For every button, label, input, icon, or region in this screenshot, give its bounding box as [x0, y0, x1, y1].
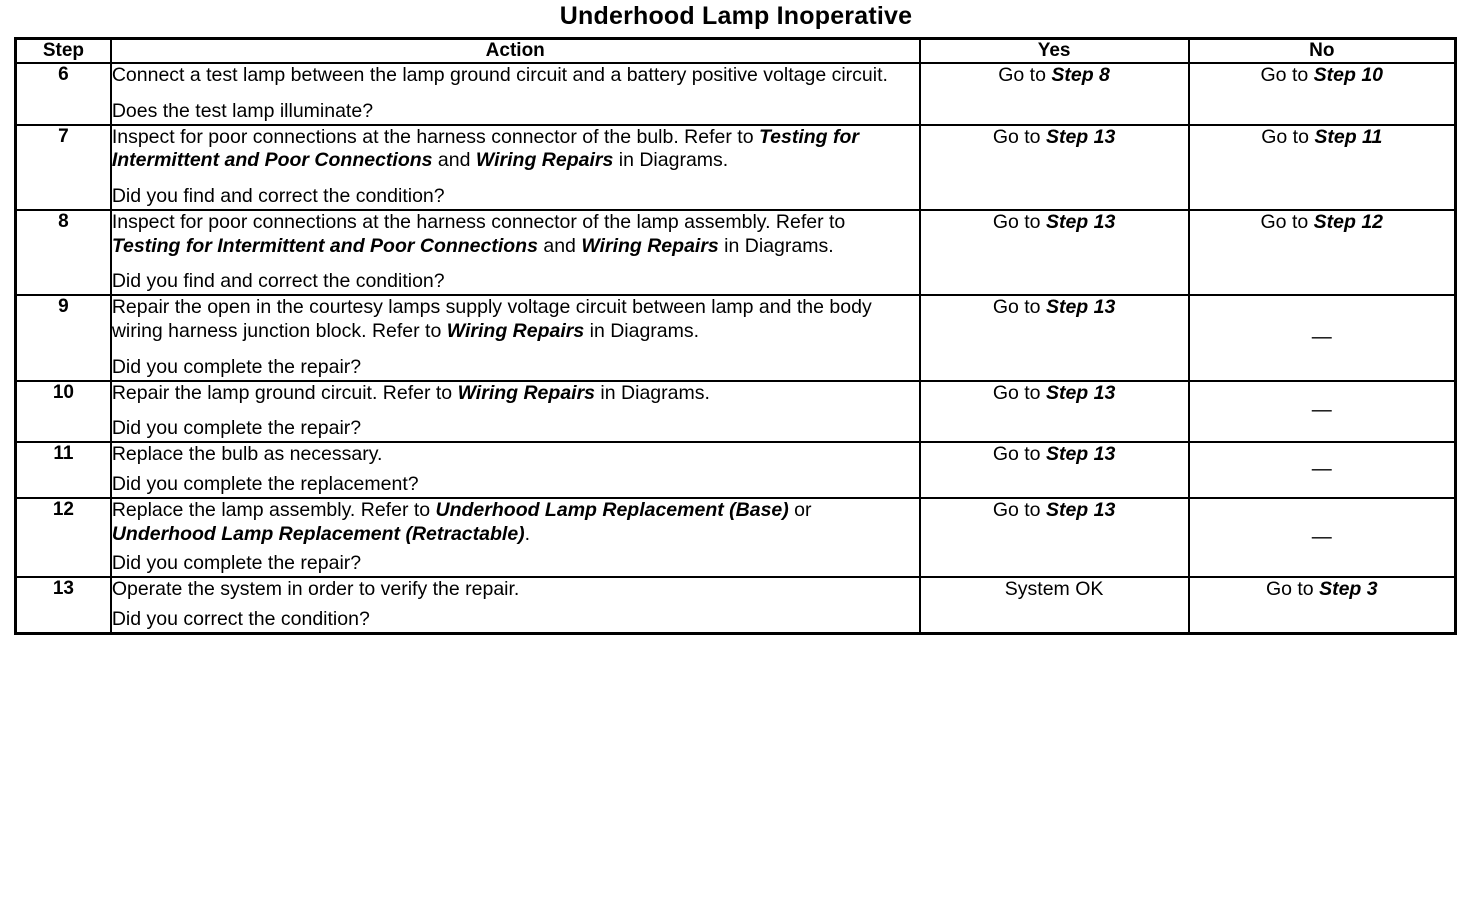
cell-step: 9 [16, 295, 111, 380]
cell-no [1189, 125, 1456, 210]
cell-action [111, 63, 920, 125]
column-header-no: No [1189, 39, 1456, 64]
no-prefix: Go to [1265, 578, 1320, 601]
no-dash: — [1311, 399, 1332, 422]
yes-prefix: Go to [992, 210, 1046, 233]
cell-yes [920, 295, 1189, 380]
action-reference-1: Underhood Lamp Replacement (Base) [435, 498, 789, 521]
yes-step-reference: Step 13 [1045, 443, 1116, 466]
action-question: Did you complete the replacement? [111, 472, 419, 495]
cell-step: 13 [16, 577, 111, 633]
table-row [16, 63, 1456, 125]
cell-yes [920, 381, 1189, 443]
action-reference-2: Underhood Lamp Replacement (Retractable) [111, 522, 525, 545]
cell-no [1189, 210, 1456, 295]
action-question: Did you complete the repair? [111, 552, 362, 575]
action-text-lead: Repair the open in the courtesy lamps supply voltage circuit between lamp and the body wiring harness junction block. Refer to [111, 296, 872, 343]
yes-prefix: Go to [992, 381, 1046, 404]
table-row [16, 295, 1456, 380]
table-header [16, 39, 1456, 64]
table-row [16, 125, 1456, 210]
no-prefix: Go to [1261, 125, 1315, 148]
action-text: Connect a test lamp between the lamp ground circuit and a battery positive voltage circuit. [111, 64, 888, 86]
cell-action [111, 577, 920, 633]
no-step-reference: Step 3 [1319, 578, 1378, 601]
no-dash: — [1311, 525, 1332, 548]
page-title: Underhood Lamp Inoperative [559, 2, 913, 30]
cell-action [111, 381, 920, 443]
diagnostic-table [14, 37, 1457, 635]
action-question: Did you find and correct the condition? [111, 185, 445, 208]
action-reference-1: Testing for Intermittent and Poor Connections [111, 125, 859, 172]
action-text [112, 126, 919, 174]
cell-step: 6 [16, 63, 111, 125]
cell-yes [920, 125, 1189, 210]
action-reference-2: Wiring Repairs [581, 234, 719, 257]
no-dash: — [1311, 458, 1332, 481]
cell-no [1189, 577, 1456, 633]
action-text-mid: and [432, 149, 476, 172]
yes-step-reference: Step 13 [1045, 296, 1116, 319]
cell-yes [920, 498, 1189, 577]
action-text-tail: in Diagrams. [584, 320, 700, 343]
no-step-reference: Step 11 [1314, 125, 1383, 148]
no-prefix: Go to [1260, 64, 1314, 86]
action-text [112, 296, 919, 344]
cell-yes [920, 63, 1189, 125]
action-reference-1: Testing for Intermittent and Poor Connections [111, 234, 538, 257]
action-text-tail: in Diagrams. [613, 149, 729, 172]
yes-prefix: Go to [992, 498, 1046, 521]
action-text-lead: Inspect for poor connections at the harness connector of the bulb. Refer to [111, 125, 759, 148]
action-question: Does the test lamp illuminate? [111, 99, 374, 122]
cell-step: 11 [16, 442, 111, 498]
action-text-mid: and [537, 234, 582, 257]
action-text-mid: or [788, 498, 812, 521]
cell-no [1189, 498, 1456, 577]
no-step-reference: Step 10 [1313, 64, 1384, 86]
cell-step: 12 [16, 498, 111, 577]
cell-step: 7 [16, 125, 111, 210]
cell-yes [920, 442, 1189, 498]
action-question: Did you find and correct the condition? [111, 270, 445, 293]
action-text-lead: Repair the lamp ground circuit. Refer to [111, 381, 458, 404]
yes-prefix: Go to [992, 296, 1046, 319]
no-dash: — [1311, 326, 1332, 349]
table-row [16, 498, 1456, 577]
action-text-tail: in Diagrams. [595, 381, 710, 404]
cell-action [111, 498, 920, 577]
action-reference-1: Wiring Repairs [457, 381, 596, 404]
cell-no [1189, 295, 1456, 380]
action-text: Replace the bulb as necessary. [111, 443, 383, 466]
no-prefix: Go to [1260, 210, 1314, 233]
yes-result: System OK [1004, 578, 1104, 601]
action-text [112, 211, 919, 259]
table-row [16, 381, 1456, 443]
table-row [16, 210, 1456, 295]
action-text-tail: . [524, 522, 531, 545]
column-header-step: Step [16, 39, 111, 64]
action-text [112, 499, 919, 547]
yes-step-reference: Step 13 [1045, 125, 1116, 148]
yes-prefix: Go to [992, 125, 1046, 148]
action-reference-1: Wiring Repairs [446, 320, 585, 343]
table-header-row [16, 39, 1456, 64]
action-text [112, 382, 919, 406]
action-question: Did you correct the condition? [111, 607, 370, 630]
yes-step-reference: Step 13 [1045, 498, 1116, 521]
cell-action [111, 125, 920, 210]
table-row [16, 577, 1456, 633]
cell-action [111, 295, 920, 380]
cell-step: 8 [16, 210, 111, 295]
column-header-yes: Yes [920, 39, 1189, 64]
action-question: Did you complete the repair? [111, 355, 362, 378]
cell-no [1189, 442, 1456, 498]
action-text-lead: Replace the lamp assembly. Refer to [111, 498, 436, 521]
action-question: Did you complete the repair? [111, 417, 362, 440]
column-header-action: Action [111, 39, 920, 64]
table-row [16, 442, 1456, 498]
action-text-lead: Inspect for poor connections at the harness connector of the lamp assembly. Refer to [111, 210, 846, 233]
no-step-reference: Step 12 [1313, 210, 1384, 233]
yes-step-reference: Step 13 [1045, 210, 1116, 233]
yes-step-reference: Step 13 [1045, 381, 1116, 404]
action-text-tail: in Diagrams. [718, 234, 834, 257]
cell-action [111, 442, 920, 498]
action-reference-2: Wiring Repairs [475, 149, 614, 172]
table-body [16, 63, 1456, 633]
cell-yes [920, 577, 1189, 633]
yes-prefix: Go to [998, 64, 1052, 86]
yes-step-reference: Step 8 [1051, 64, 1110, 86]
cell-yes [920, 210, 1189, 295]
cell-step: 10 [16, 381, 111, 443]
cell-action [111, 210, 920, 295]
action-text: Operate the system in order to verify the repair. [111, 578, 520, 601]
cell-no [1189, 381, 1456, 443]
cell-no [1189, 63, 1456, 125]
yes-prefix: Go to [992, 443, 1046, 466]
